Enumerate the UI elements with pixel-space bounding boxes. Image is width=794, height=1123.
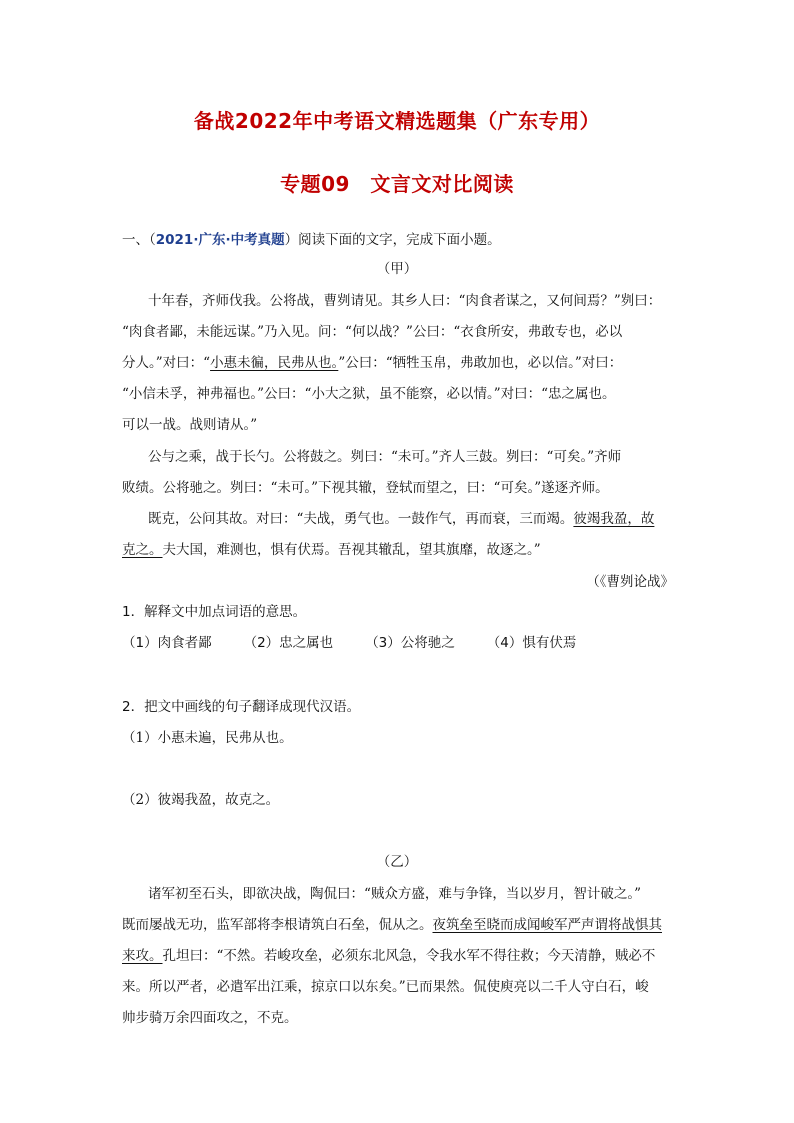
passage-b-line: 来攻。孔坦曰：“不然。若峻攻垒，必须东北风急，令我水军不得往救；今天清静，贼必不 <box>122 948 656 964</box>
q1-item: （1）肉食者鄙 <box>122 635 212 651</box>
passage-b-label: （乙） <box>376 854 418 870</box>
passage-a-line: 既克，公问其故。对曰：“夫战，勇气也。一鼓作气，再而衰，三而竭。彼竭我盈，故 <box>148 511 655 527</box>
passage-a-line: “小信未孚，神弗福也。”公曰：“小大之狱，虽不能察，必以情。”对曰：“忠之属也。 <box>122 386 616 402</box>
passage-a-line: 可以一战。战则请从。” <box>122 417 258 433</box>
passage-a-line: 败绩。公将驰之。刿曰：“未可。”下视其辙，登轼而望之，曰：“可矣。”遂逐齐师。 <box>122 480 609 496</box>
topic-title: 专题09 文言文对比阅读 <box>280 172 514 196</box>
question-1-stem: 1．解释文中加点词语的意思。 <box>122 604 307 620</box>
passage-a-label: （甲） <box>376 261 418 277</box>
q1-item: （2）忠之属也 <box>243 635 334 651</box>
passage-b-line: 既而屡战无功，监军部将李根请筑白石垒，侃从之。夜筑垒至晓而成闻峻军严声谓将战惧其 <box>122 917 662 933</box>
passage-a-line: 十年春，齐师伐我。公将战，曹刿请见。其乡人曰：“肉食者谋之，又何间焉？”刿曰： <box>148 293 662 309</box>
passage-b-line: 来。所以严者，必遣军出江乘，掠京口以东矣。”已而果然。侃使庾亮以二千人守白石，峻 <box>122 979 649 995</box>
underlined-sentence-3-cont: 来攻。 <box>122 948 163 964</box>
q1-item: （3）公将驰之 <box>365 635 455 651</box>
passage-a-line: 分人。”对曰：“小惠未徧，民弗从也。”公曰：“牺牲玉帛，弗敢加也，必以信。”对曰： <box>122 355 623 371</box>
question-2-stem: 2．把文中画线的句子翻译成现代汉语。 <box>122 699 361 715</box>
question-source: 2021·广东·中考真题 <box>155 232 285 248</box>
underlined-sentence-1: 小惠未徧，民弗从也。 <box>210 355 339 371</box>
q2-item: （2）彼竭我盈，故克之。 <box>122 792 280 808</box>
underlined-sentence-2-cont: 克之。 <box>122 542 163 558</box>
intro-suffix: ）阅读下面的文字，完成下面小题。 <box>284 232 501 248</box>
passage-a-line: “肉食者鄙，未能远谋。”乃入见。问：“何以战？”公曰：“衣食所安，弗敢专也，必以 <box>122 324 623 340</box>
passage-a-line: 克之。夫大国，难测也，惧有伏焉。吾视其辙乱，望其旗靡，故逐之。” <box>122 542 541 558</box>
document-title: 备战2022年中考语文精选题集（广东专用） <box>193 109 601 133</box>
underlined-sentence-2: 彼竭我盈，故 <box>573 511 655 527</box>
passage-b-line: 诸军初至石头，即欲决战，陶侃曰：“贼众方盛，难与争锋，当以岁月，智计破之。” <box>148 886 642 902</box>
question-1-intro <box>122 230 501 250</box>
passage-a-line: 公与之乘，战于长勺。公将鼓之。刿曰：“未可。”齐人三鼓。刿曰：“可矣。”齐师 <box>148 449 622 465</box>
question-1-items <box>122 633 608 653</box>
passage-b-line: 帅步骑万余四面攻之，不克。 <box>122 1010 298 1026</box>
intro-prefix: 一、（ <box>122 232 156 248</box>
q2-item: （1）小惠未遍，民弗从也。 <box>122 730 293 746</box>
q1-item: （4）惧有伏焉 <box>486 635 577 651</box>
underlined-sentence-3: 夜筑垒至晓而成闻峻军严声谓将战惧其 <box>432 917 662 933</box>
passage-a-source: （《曹刿论战》 <box>586 574 674 590</box>
